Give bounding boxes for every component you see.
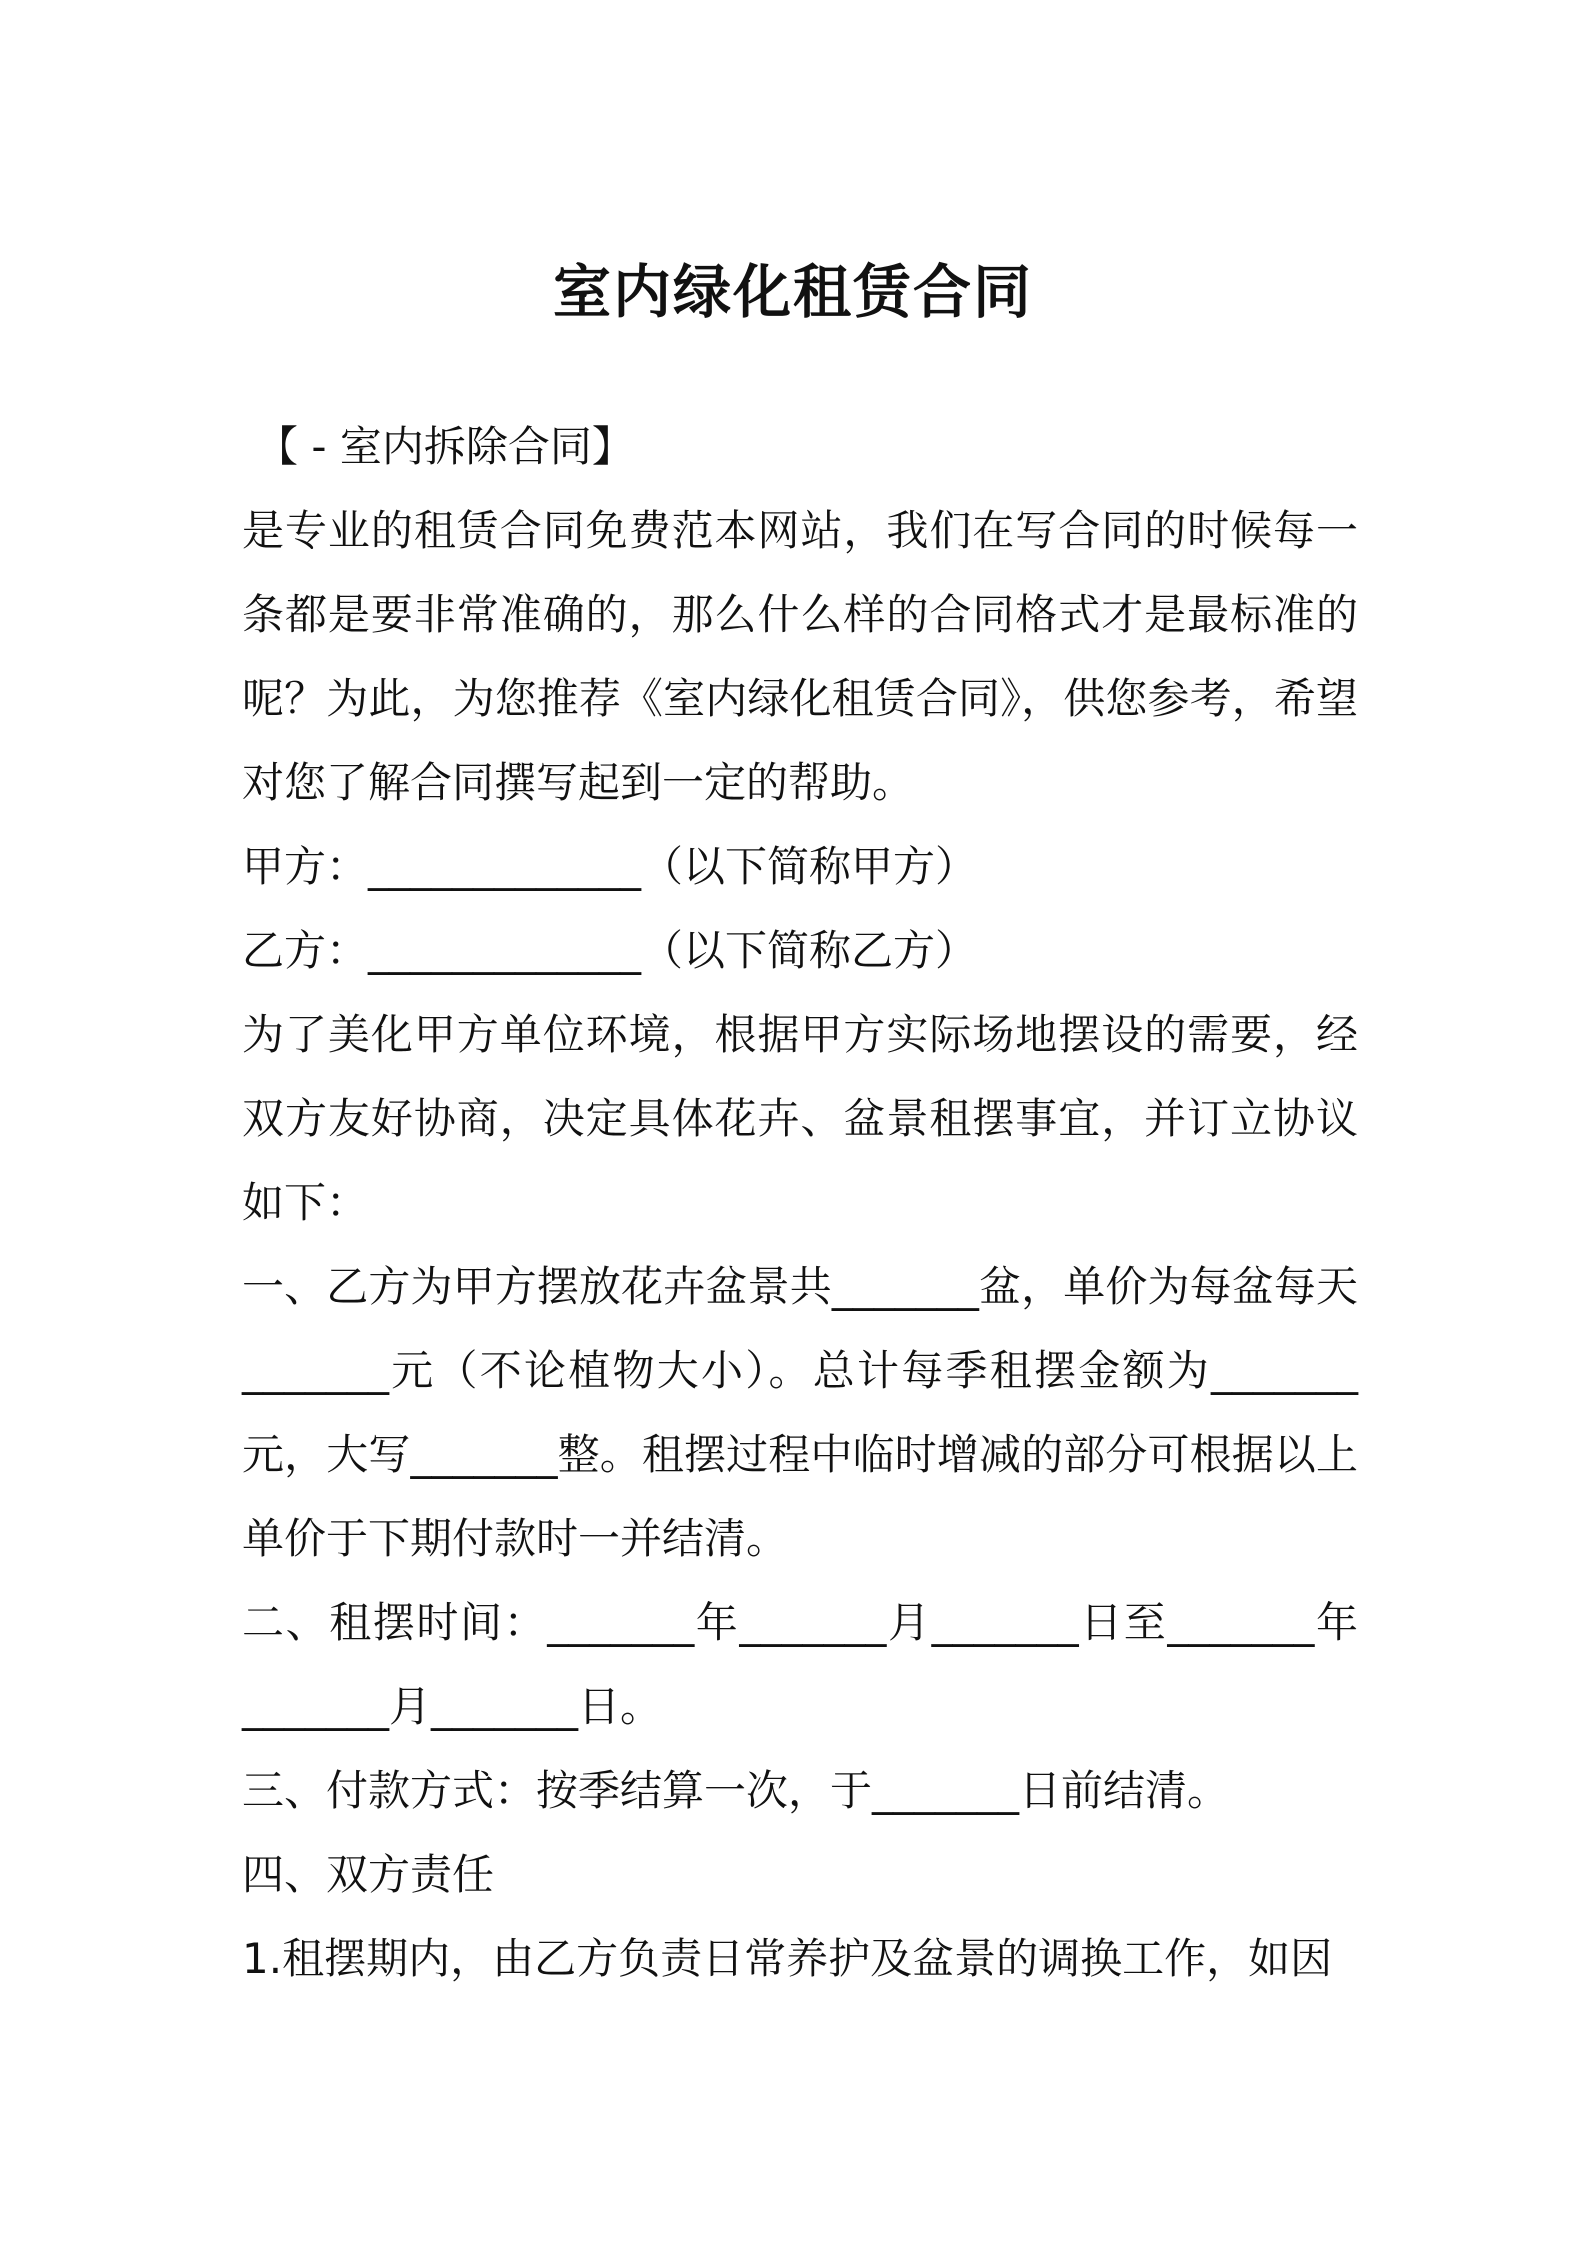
clause-4-item-1: 1.租摆期内，由乙方负责日常养护及盆景的调换工作，如因	[242, 1934, 1333, 1983]
party-b-line: 乙方：_____________（以下简称乙方）	[242, 926, 978, 975]
document-title: 室内绿化租赁合同	[552, 258, 1033, 326]
clause-3: 三、付款方式：按季结算一次，于_______日前结清。	[242, 1766, 1230, 1815]
intro-paragraph: 是专业的租赁合同免费范本网站，我们在写合同的时候每一条都是要非常准确的，那么什么样的合同格式才是最标准的呢？为此，为您推荐《室内绿化租赁合同》，供您参考，希望对您了解合同撰写起到一定的帮助。	[242, 506, 1358, 807]
clause-4-heading: 四、双方责任	[242, 1850, 495, 1899]
party-a-line: 甲方：_____________（以下简称甲方）	[242, 842, 978, 891]
clause-1: 一、乙方为甲方摆放花卉盆景共_______盆，单价为每盆每天_______元（不论植物大小）。总计每季租摆金额为_______元，大写_______整。租摆过程中临时增减的部分可根据以上单价于下期付款时一并结清。	[242, 1262, 1358, 1563]
subtitle-bracket: 【 - 室内拆除合同】	[256, 422, 634, 471]
document-body	[242, 405, 1358, 2001]
clause-2: 二、租摆时间：_______年_______月_______日至_______年_______月_______日。	[242, 1598, 1358, 1731]
preamble-paragraph: 为了美化甲方单位环境，根据甲方实际场地摆设的需要，经双方友好协商，决定具体花卉、盆景租摆事宜，并订立协议如下：	[242, 1010, 1358, 1227]
